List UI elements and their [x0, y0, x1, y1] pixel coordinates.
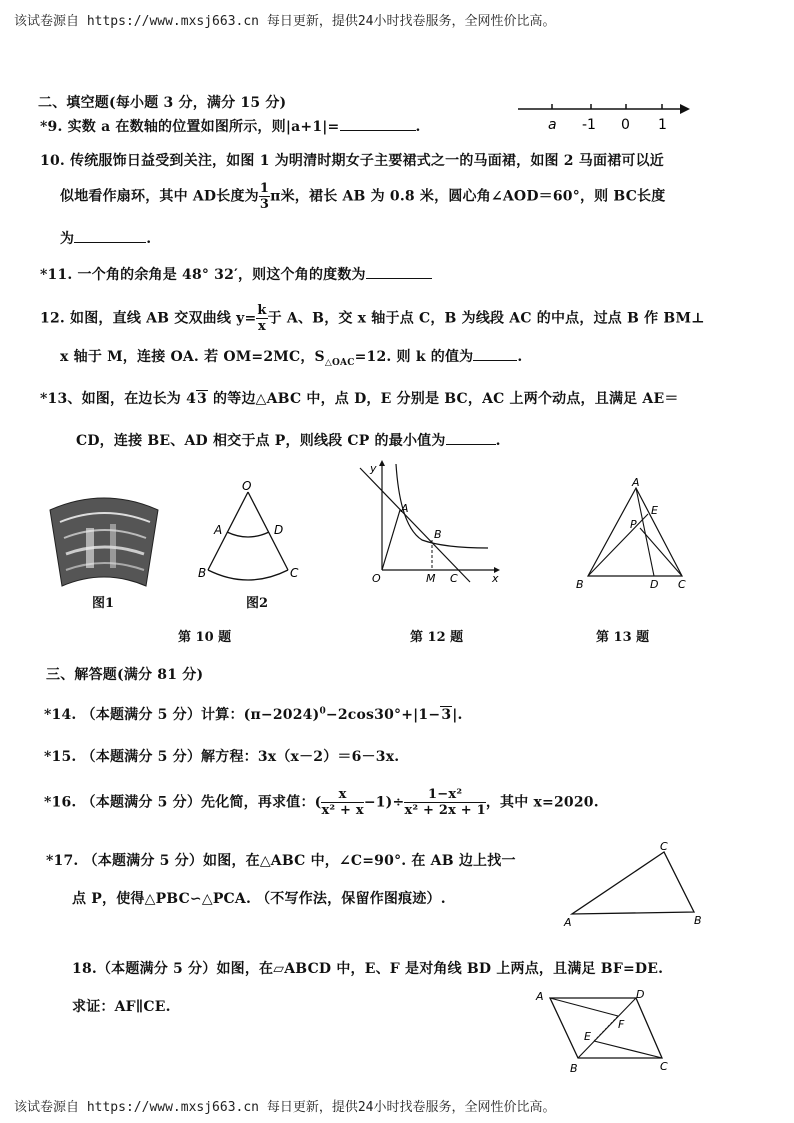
q10-frac-den: 3 [259, 197, 270, 212]
q12-point-o: O [372, 572, 381, 585]
q13-line2 [76, 430, 501, 450]
fig2-point-c: C [290, 566, 299, 580]
q13-line1 [40, 388, 679, 408]
section-3-title: 三、解答题(满分 81 分) [46, 667, 204, 683]
q12-label-x: x [492, 572, 499, 585]
q9-end: . [415, 119, 421, 135]
q18-point-e: E [584, 1030, 591, 1043]
q18-line1: 18.（本题满分 5 分）如图，在▱ABCD 中，E、F 是对角线 BD 上两点，且满足 BF=DE. [72, 961, 664, 977]
q13-line2-text: CD，连接 BE、AD 相交于点 P，则线段 CP 的最小值为 [76, 433, 446, 449]
q16-fraction-2 [404, 788, 485, 817]
q13-triangle-diagram [572, 476, 692, 594]
q13-point-a: A [632, 476, 640, 489]
q13-end: . [495, 433, 501, 449]
q14-mid: −2cos30°+|1− [325, 707, 441, 723]
q16-f1-den: x² + x [321, 803, 364, 818]
q13-line1b: 的等边△ABC 中，点 D，E 分别是 BC，AC 上两个动点，且满足 AE＝ [207, 391, 679, 407]
q18-parallelogram-diagram [532, 986, 688, 1076]
q16-f2-num: 1−x² [404, 788, 485, 803]
q12-line2 [60, 346, 522, 368]
q10-line3 [60, 228, 151, 248]
question-14 [44, 704, 463, 724]
q9-label-0: 0 [621, 117, 630, 133]
q12-blank [473, 348, 517, 361]
q12-label-y: y [370, 462, 377, 475]
q14-sqrt: 3 [441, 707, 452, 723]
q14-end: |. [452, 707, 463, 723]
q17-line2: 点 P，使得△PBC∽△PCA. （不写作法，保留作图痕迹）. [72, 891, 446, 907]
q12-frac-den: x [258, 319, 266, 334]
q17-point-a: A [564, 916, 572, 929]
q18-point-a: A [536, 990, 544, 1003]
q12-line1b: 于 A、B，交 x 轴于点 C，B 为线段 AC 的中点，过点 B 作 BM⊥ [267, 310, 705, 327]
q12-point-m: M [426, 572, 436, 585]
q12-end: . [517, 349, 523, 365]
q12-line2a: x 轴于 M，连接 OA. 若 OM=2MC，S [60, 349, 325, 365]
q14-exponent: 0 [319, 706, 326, 717]
q14-text: *14. （本题满分 5 分）计算：(π−2024) [44, 707, 320, 723]
fig2-point-d: D [274, 523, 284, 537]
question-16 [44, 788, 599, 817]
q10-end: . [146, 231, 152, 247]
fig2-sector-diagram [192, 478, 312, 590]
q12-hyperbola-diagram [352, 458, 502, 590]
q12-point-a: A [401, 502, 409, 515]
q10-frac-num: 1 [259, 181, 270, 196]
q12-point-c: C [450, 572, 458, 585]
page-footer: 该试卷源自 https://www.mxsj663.cn 每日更新，提供24小时找卷服务，全网性价比高。 [14, 1100, 556, 1115]
q10-line2 [60, 182, 665, 211]
q9-text: *9. 实数 a 在数轴的位置如图所示，则|a+1|= [40, 119, 340, 135]
q11-blank [366, 266, 432, 279]
q10-line3-text: 为 [60, 231, 75, 247]
q12-fraction [256, 304, 267, 333]
q12-line2b: =12. 则 k 的值为 [354, 349, 474, 365]
q12-line1 [40, 304, 705, 333]
q13-point-c: C [678, 578, 686, 591]
q13-point-d: D [650, 578, 659, 591]
q12-point-b: B [434, 528, 442, 541]
q11-text: *11. 一个角的余角是 48° 32′，则这个角的度数为 [40, 267, 366, 283]
fig2-label: 图2 [246, 596, 269, 611]
q16-f2-den: x² + 2x + 1 [404, 803, 486, 818]
q16-post: ，其中 x=2020. [485, 794, 599, 811]
q16-mid: −1)÷ [363, 794, 405, 811]
q13-point-e: E [651, 504, 658, 517]
q10-line2a: 似地看作扇环，其中 AD长度为 [60, 188, 259, 205]
q10-line1: 10. 传统服饰日益受到关注，如图 1 为明清时期女子主要裙式之一的马面裙，如图 2 马面裙可以近 [40, 153, 665, 169]
q13-line1a: *13、如图，在边长为 4 [40, 391, 197, 407]
q10-fraction [259, 182, 270, 211]
q12-subscript: △OAC [324, 357, 355, 368]
q18-point-b: B [570, 1062, 578, 1075]
q17-line1: *17. （本题满分 5 分）如图，在△ABC 中，∠C=90°. 在 AB 边上找一 [46, 853, 516, 869]
q18-point-d: D [636, 988, 645, 1001]
q9-number-line [512, 98, 692, 134]
q17-right-triangle-diagram [560, 840, 710, 932]
q18-point-f: F [618, 1018, 625, 1031]
q18-point-c: C [660, 1060, 668, 1073]
caption-q13: 第 13 题 [596, 630, 650, 645]
fig2-point-b: B [198, 566, 207, 580]
question-9 [40, 116, 421, 136]
q16-pre: *16. （本题满分 5 分）先化简，再求值：( [44, 794, 322, 811]
q13-point-b: B [576, 578, 584, 591]
q13-sqrt: 3 [197, 391, 207, 407]
q10-blank [74, 230, 146, 243]
fig1-label: 图1 [92, 596, 115, 611]
q9-label-1: 1 [658, 117, 667, 133]
caption-q12: 第 12 题 [410, 630, 464, 645]
q17-point-c: C [660, 840, 668, 853]
question-15: *15. （本题满分 5 分）解方程：3x（x－2）＝6－3x. [44, 749, 400, 765]
q9-label-neg1: -1 [582, 117, 596, 133]
question-11 [40, 264, 432, 284]
q9-label-a: a [548, 117, 557, 133]
q17-point-b: B [694, 914, 702, 927]
fig1-skirt-image [46, 488, 166, 598]
q12-frac-num: k [257, 303, 267, 318]
q13-point-p: P [630, 518, 637, 531]
fig2-point-a: A [214, 523, 223, 537]
section-2-title: 二、填空题(每小题 3 分，满分 15 分) [38, 95, 287, 111]
q18-line2: 求证：AF∥CE. [72, 999, 171, 1015]
q9-blank [340, 118, 416, 131]
q16-fraction-1 [321, 788, 363, 817]
q16-f1-num: x [321, 788, 363, 803]
q12-line1a: 12. 如图，直线 AB 交双曲线 y= [40, 310, 257, 327]
q13-blank [446, 432, 496, 445]
q10-line2b: π米，裙长 AB 为 0.8 米，圆心角∠AOD＝60°，则 BC长度 [270, 188, 666, 205]
page-header: 该试卷源自 https://www.mxsj663.cn 每日更新，提供24小时找卷服务，全网性价比高。 [14, 14, 556, 29]
fig2-point-o: O [242, 479, 252, 493]
caption-q10: 第 10 题 [178, 630, 232, 645]
